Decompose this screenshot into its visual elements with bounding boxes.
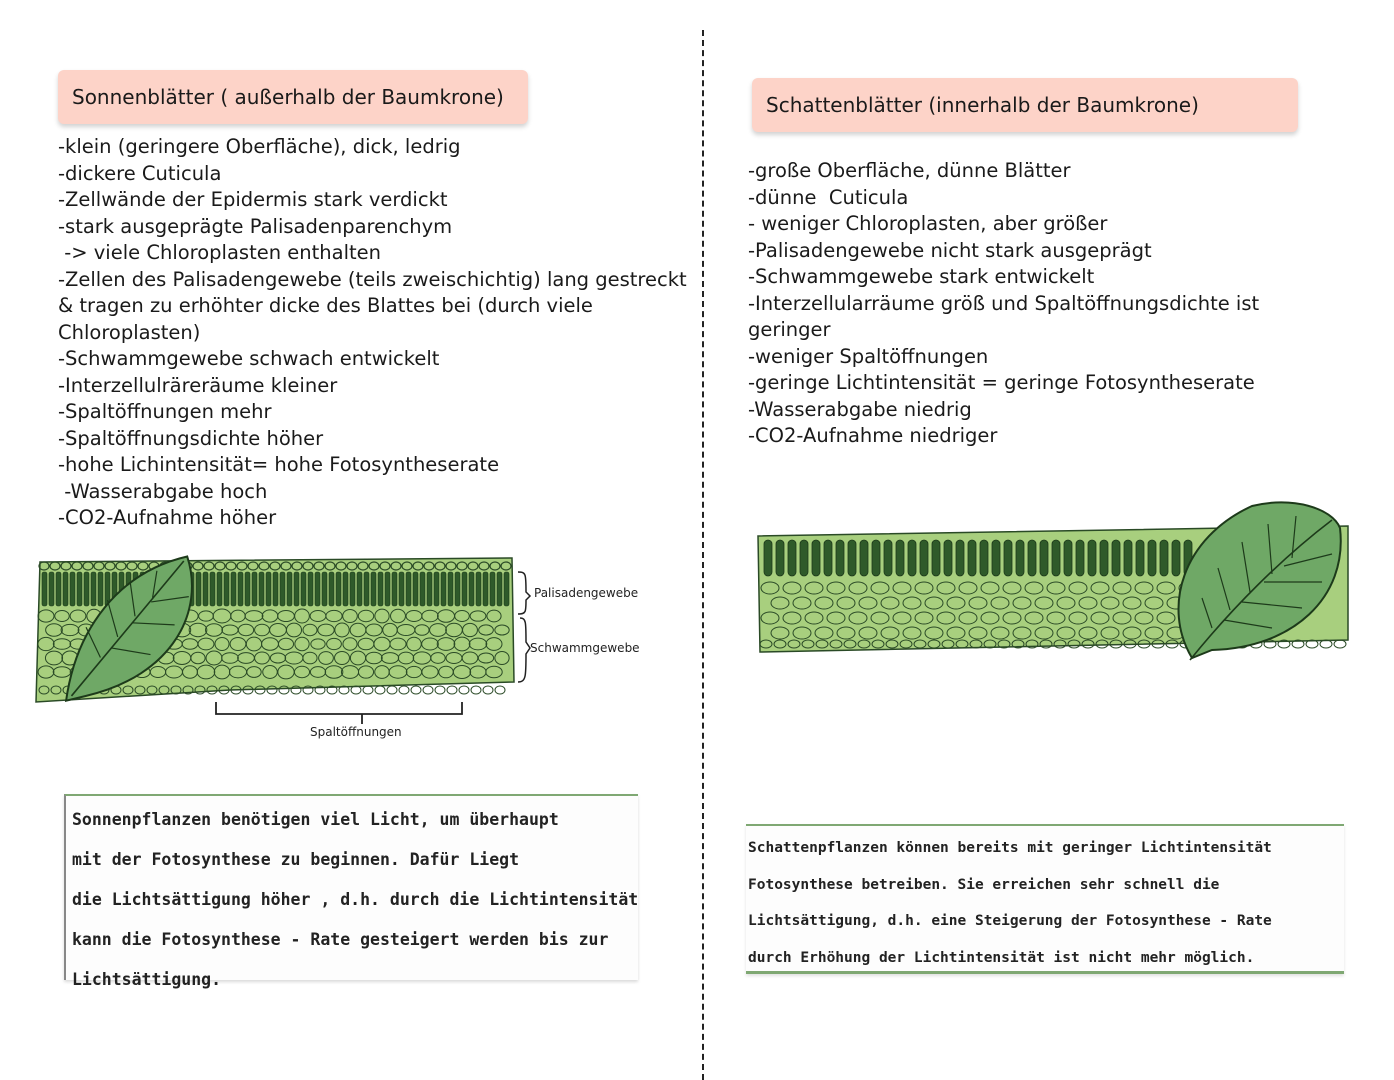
note-line: Fotosynthese betreiben. Sie erreichen sehr schnell die: [748, 876, 1220, 893]
palisade-cell: [1088, 540, 1096, 576]
sun-leaves-title-text: Sonnenblätter ( außerhalb der Baumkrone): [72, 85, 504, 109]
list-item: -Interzellularräume größ und Spaltöffnungsdichte ist: [748, 291, 1260, 315]
palisade-cell: [357, 572, 362, 606]
palisade-cell: [329, 572, 334, 606]
list-item: -Interzellulräreräume kleiner: [58, 373, 338, 397]
list-item: & tragen zu erhöhter dicke des Blattes bei (durch viele: [58, 294, 593, 317]
epidermis-cell: [411, 686, 421, 694]
list-item: -CO2-Aufnahme niedriger: [748, 424, 998, 447]
palisade-cell: [1112, 540, 1120, 576]
palisade-cell: [399, 572, 404, 606]
list-item: -Spaltöffnungsdichte höher: [58, 426, 324, 450]
epidermis-cell: [483, 686, 493, 694]
palisade-cell: [308, 572, 313, 606]
palisade-cell: [441, 572, 446, 606]
sponge-label: Schwammgewebe: [530, 641, 640, 655]
palisade-cell: [788, 540, 796, 576]
list-item: -> viele Chloroplasten enthalten: [58, 241, 382, 264]
epidermis-cell: [471, 686, 481, 694]
palisade-cell: [884, 540, 892, 576]
palisade-cell: [427, 572, 432, 606]
palisade-cell: [956, 540, 964, 576]
shade-leaves-title-text: Schattenblätter (innerhalb der Baumkrone): [766, 93, 1199, 117]
epidermis-cell: [387, 686, 397, 694]
palisade-cell: [413, 572, 418, 606]
note-line: mit der Fotosynthese zu beginnen. Dafür Liegt: [72, 850, 520, 869]
palisade-cell: [1100, 540, 1108, 576]
epidermis-cell: [495, 686, 505, 694]
palisade-cell: [287, 572, 292, 606]
palisade-cell: [42, 572, 47, 606]
note-line: kann die Fotosynthese - Rate gesteigert werden bis zur: [72, 930, 609, 949]
epidermis-cell: [363, 686, 373, 694]
list-item: -hohe Lichintensität= hohe Fotosyntheserate: [58, 453, 500, 476]
list-item: -stark ausgeprägte Palisadenparenchym: [58, 214, 453, 238]
epidermis-cell: [447, 686, 457, 694]
list-item: -Schwammgewebe schwach entwickelt: [58, 347, 440, 370]
epidermis-cell: [423, 686, 433, 694]
epidermis-cell: [435, 686, 445, 694]
palisade-cell: [378, 572, 383, 606]
list-item: -CO2-Aufnahme höher: [58, 506, 277, 529]
list-item: -weniger Spaltöffnungen: [748, 344, 989, 368]
palisade-cell: [217, 572, 222, 606]
palisade-cell: [483, 572, 488, 606]
sponge-bracket: [518, 618, 530, 682]
palisade-cell: [476, 572, 481, 606]
palisade-cell: [196, 572, 201, 606]
list-item: -Zellen des Palisadengewebe (teils zweischichtig) lang gestreckt: [58, 267, 687, 291]
shade-leaves-list: [748, 158, 1259, 450]
palisade-cell: [406, 572, 411, 606]
palisade-cell: [1172, 540, 1180, 576]
epidermis-cell: [459, 686, 469, 694]
palisade-cell: [812, 540, 820, 576]
sun-leaves-title: [58, 70, 528, 124]
palisade-cell: [266, 572, 271, 606]
note-line: Lichtsättigung.: [72, 970, 222, 989]
list-item: Chloroplasten): [58, 320, 201, 344]
palisade-cell: [908, 540, 916, 576]
palisade-cell: [294, 572, 299, 606]
palisade-cell: [1076, 540, 1084, 576]
sun-plants-note: [64, 794, 639, 989]
palisade-cell: [91, 572, 96, 606]
list-item: -dickere Cuticula: [58, 161, 222, 185]
palisade-cell: [800, 540, 808, 576]
note-line: Lichtsättigung, d.h. eine Steigerung der Fotosynthese - Rate: [748, 913, 1272, 929]
epidermis-cell: [1334, 640, 1346, 648]
palisade-cell: [1052, 540, 1060, 576]
palisade-cell: [1004, 540, 1012, 576]
stomata-label: Spaltöffnungen: [310, 725, 402, 739]
list-item: -Wasserabgabe hoch: [58, 479, 268, 503]
shade-plants-note: [746, 824, 1344, 974]
palisade-cell: [224, 572, 229, 606]
note-line: die Lichtsättigung höher , d.h. durch die Lichtintensität: [72, 890, 639, 909]
palisade-cell: [77, 572, 82, 606]
palisade-cell: [98, 572, 103, 606]
palisade-cell: [1148, 540, 1156, 576]
epidermis-cell: [1320, 640, 1332, 648]
palisade-cell: [280, 572, 285, 606]
sun-leaves-list: [58, 134, 687, 532]
palisade-cell: [920, 540, 928, 576]
palisade-cell: [210, 572, 215, 606]
shade-leaf-diagram: [752, 496, 1352, 666]
list-item: - weniger Chloroplasten, aber größer: [748, 212, 1108, 235]
palisade-cell: [434, 572, 439, 606]
palisade-cell: [824, 540, 832, 576]
list-item: -Schwammgewebe stark entwickelt: [748, 265, 1095, 288]
palisade-cell: [764, 540, 772, 576]
palisade-cell: [392, 572, 397, 606]
palisade-cell: [343, 572, 348, 606]
palisade-cell: [1016, 540, 1024, 576]
palisade-cell: [49, 572, 54, 606]
palisade-cell: [245, 572, 250, 606]
shade-leaves-title: [752, 78, 1298, 132]
palisade-cell: [84, 572, 89, 606]
palisade-cell: [56, 572, 61, 606]
palisade-cell: [932, 540, 940, 576]
palisade-bracket: [518, 572, 530, 614]
palisade-cell: [469, 572, 474, 606]
palisade-cell: [1064, 540, 1072, 576]
palisade-cell: [497, 572, 502, 606]
epidermis-cell: [399, 686, 409, 694]
column-divider: [702, 30, 704, 1080]
list-item: geringer: [748, 318, 831, 341]
palisade-cell: [301, 572, 306, 606]
palisade-cell: [968, 540, 976, 576]
palisade-cell: [231, 572, 236, 606]
epidermis-cell: [375, 686, 385, 694]
palisade-cell: [1124, 540, 1132, 576]
palisade-cell: [1136, 540, 1144, 576]
palisade-cell: [420, 572, 425, 606]
palisade-cell: [364, 572, 369, 606]
palisade-cell: [259, 572, 264, 606]
note-line: Sonnenpflanzen benötigen viel Licht, um überhaupt: [72, 810, 559, 829]
palisade-cell: [455, 572, 460, 606]
palisade-cell: [273, 572, 278, 606]
palisade-cell: [860, 540, 868, 576]
palisade-cell: [1040, 540, 1048, 576]
list-item: -Spaltöffnungen mehr: [58, 400, 272, 423]
palisade-cell: [776, 540, 784, 576]
palisade-cell: [336, 572, 341, 606]
list-item: -Zellwände der Epidermis stark verdickt: [58, 188, 448, 211]
palisade-cell: [980, 540, 988, 576]
palisade-cell: [1028, 540, 1036, 576]
list-item: -große Oberfläche, dünne Blätter: [748, 159, 1071, 182]
palisade-cell: [315, 572, 320, 606]
list-item: -Palisadengewebe nicht stark ausgeprägt: [748, 238, 1152, 262]
palisade-cell: [385, 572, 390, 606]
list-item: -dünne Cuticula: [748, 185, 909, 209]
note-line: durch Erhöhung der Lichtintensität ist nicht mehr möglich.: [748, 949, 1255, 966]
palisade-cell: [490, 572, 495, 606]
palisade-cell: [462, 572, 467, 606]
palisade-cell: [944, 540, 952, 576]
note-line: Schattenpflanzen können bereits mit geringer Lichtintensität: [748, 840, 1272, 856]
palisade-cell: [203, 572, 208, 606]
palisade-label: Palisadengewebe: [534, 586, 639, 600]
stomata-bracket: [216, 702, 462, 724]
palisade-cell: [350, 572, 355, 606]
sun-leaf-diagram: [30, 552, 670, 742]
palisade-cell: [1160, 540, 1168, 576]
palisade-cell: [63, 572, 68, 606]
palisade-cell: [448, 572, 453, 606]
palisade-cell: [992, 540, 1000, 576]
palisade-cell: [504, 572, 509, 606]
palisade-cell: [896, 540, 904, 576]
list-item: -Wasserabgabe niedrig: [748, 397, 972, 421]
palisade-cell: [836, 540, 844, 576]
palisade-cell: [252, 572, 257, 606]
palisade-cell: [371, 572, 376, 606]
palisade-cell: [70, 572, 75, 606]
list-item: -geringe Lichtintensität = geringe Fotosyntheserate: [748, 371, 1255, 394]
palisade-cell: [872, 540, 880, 576]
palisade-cell: [238, 572, 243, 606]
palisade-cell: [848, 540, 856, 576]
palisade-cell: [322, 572, 327, 606]
list-item: -klein (geringere Oberfläche), dick, ledrig: [58, 135, 461, 158]
